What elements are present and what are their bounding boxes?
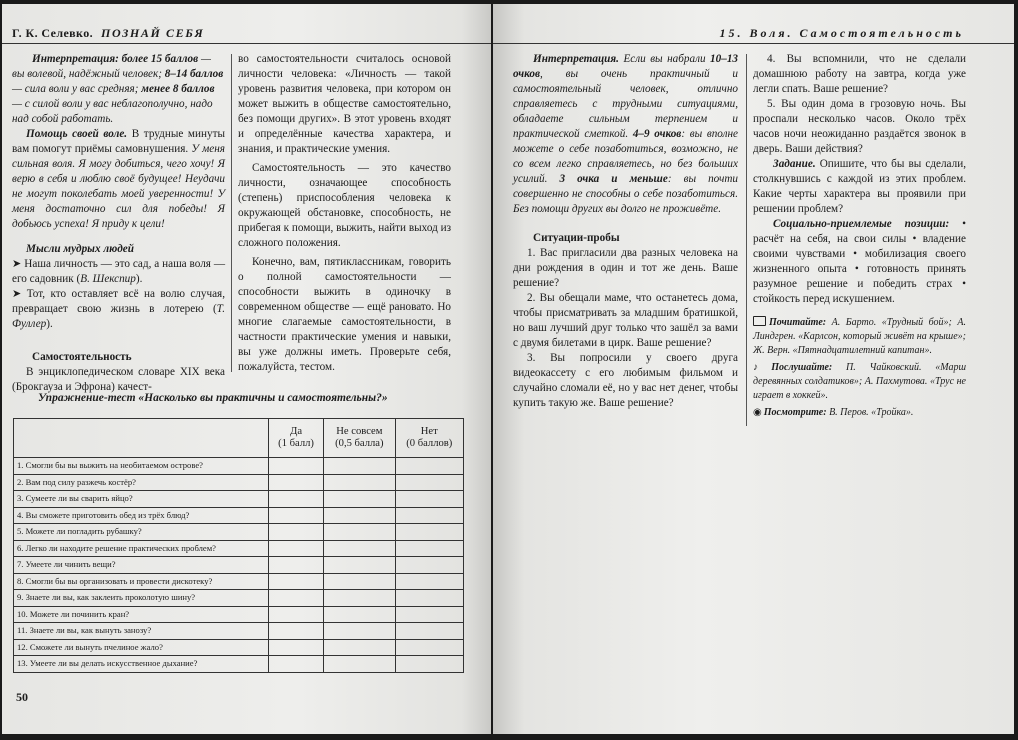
test-table [13, 418, 464, 673]
help-title: Помощь своей воле. [26, 128, 128, 140]
col2-paragraph-2: Самостоятельность — это качество личности, означающее способность (степень) приспособления человека к окружающей обстановке, способность, не прибегая к помощи, выжить, найти выход из сложного положения. [238, 162, 451, 249]
table-row [14, 458, 464, 475]
answer-partly-cell [324, 540, 395, 557]
help-quote: У меня сильная воля. Я могу добиться, чего хочу! Я верю в себя и люблю своё будущее! Неудачи не могут поколебать моей уверенности! У меня достаточно сил для победы! Я добьюсь успеха! Я приду к цели! [12, 143, 225, 230]
answer-yes-cell [269, 623, 324, 640]
answer-no-cell [395, 557, 463, 574]
col2-paragraph-1: во самостоятельности считалось основой личности человека: «Личность — такой уровень развития человека, при котором он может выжить в обществе самостоятельно, без помощи других». В этот уровень входят и определённые качества характера, и знания, и практические умения. [238, 53, 451, 155]
answer-yes-cell [269, 639, 324, 656]
table-row [14, 656, 464, 673]
answer-no-cell [395, 507, 463, 524]
social-title: Социально-приемлемые позиции: [773, 218, 950, 230]
table-row [14, 507, 464, 524]
answer-no-cell [395, 606, 463, 623]
right-interp-range-1: 10–13 очков [513, 53, 738, 80]
table-header-partly: Не совсем (0,5 балла) [324, 419, 395, 458]
answer-yes-cell [269, 507, 324, 524]
social-text: • расчёт на себя, на свои силы • владение своими чувствами • мобилизация своего жизненного опыта • готовность принять разумное решение и победить страх • стойкость перед искушением. [753, 218, 966, 305]
left-page [2, 4, 491, 734]
answer-yes-cell [269, 458, 324, 475]
answer-partly-cell [324, 656, 395, 673]
task-title: Задание. [773, 158, 816, 170]
answer-yes-cell [269, 524, 324, 541]
interp-text-3: — с силой воли у вас неблагополучно, надо над собой работать. [12, 98, 213, 125]
right-interp-text-3: : вы вполне можете о себе позаботиться, возможно, не со всем легко справляетесь, но без больших усилий. [513, 128, 738, 185]
table-row [14, 540, 464, 557]
table-row [14, 557, 464, 574]
answer-no-cell [395, 524, 463, 541]
wise-quote-1: ➤ Наша личность — это сад, а наша воля — его садовник (В. Шекспир). [12, 258, 226, 285]
answer-partly-cell [324, 507, 395, 524]
table-header-question [14, 419, 269, 458]
table-row [14, 639, 464, 656]
table-row [14, 606, 464, 623]
answer-no-cell [395, 639, 463, 656]
answer-partly-cell [324, 524, 395, 541]
independence-text: В энциклопедическом словаре XIX века (Брокгауза и Эфрона) качест- [12, 366, 225, 393]
right-interp-range-3: 3 очка и меньше [559, 173, 668, 185]
right-column-2 [753, 52, 966, 420]
wise-title: Мысли мудрых людей [26, 243, 134, 255]
answer-no-cell [395, 474, 463, 491]
header-chapter: 15. Воля. Самостоятельность [719, 26, 964, 40]
table-question-cell: 5. Можете ли погладить рубашку? [14, 524, 269, 541]
col2-paragraph-3: Конечно, вам, пятиклассникам, говорить о полной самостоятельности — способности выжить в одиночку в современном обществе — ещё рановато. Но многие слагаемые самостоятельности, в частности практические умения и навыки, вы уже должны иметь. Проверьте себя, пожалуйста, тестом. [238, 256, 451, 373]
table-row [14, 491, 464, 508]
running-head-right [493, 26, 1014, 44]
answer-partly-cell [324, 491, 395, 508]
header-series: ПОЗНАЙ СЕБЯ [101, 26, 205, 40]
answer-yes-cell [269, 606, 324, 623]
task-text: Опишите, что бы вы сделали, столкнувшись с каждой из этих проблем. Какие черты характера вы проявили при решении проблем? [753, 158, 966, 215]
eye-icon: ◉ [753, 407, 762, 418]
answer-yes-cell [269, 491, 324, 508]
table-question-cell: 3. Сумеете ли вы сварить яйцо? [14, 491, 269, 508]
answer-no-cell [395, 590, 463, 607]
situations-title: Ситуации-пробы [533, 232, 620, 244]
wise-quote-2: ➤ Тот, кто оставляет всё на волю случая, превращает свою жизнь в лотерею (Т. Фуллер). [12, 288, 226, 330]
page-number: 50 [16, 690, 28, 704]
table-row [14, 573, 464, 590]
header-author: Г. К. Селевко. [12, 26, 94, 40]
answer-partly-cell [324, 474, 395, 491]
column-divider-left [231, 54, 232, 372]
table-row [14, 590, 464, 607]
interp-range-2: 8–14 баллов [164, 68, 224, 80]
answer-no-cell [395, 458, 463, 475]
situation-3: 3. Вы попросили у своего друга видеокассету с его любимым фильмом и случайно сломали её, но у вас нет денег, чтобы купить такую же. Ваше решение? [513, 352, 738, 409]
running-head-left [2, 26, 491, 44]
answer-partly-cell [324, 557, 395, 574]
table-question-cell: 12. Сможете ли вынуть пчелиное жало? [14, 639, 269, 656]
test-table-body [14, 458, 464, 673]
answer-yes-cell [269, 573, 324, 590]
answer-no-cell [395, 573, 463, 590]
situation-2: 2. Вы обещали маме, что останетесь дома, чтобы присматривать за младшим братишкой, но ваш лучший друг только что зашёл за вами с двумя билетами в цирк. Ваше решение? [513, 292, 738, 349]
left-column-1 [12, 52, 225, 395]
exercise-title: Упражнение-тест «Насколько вы практичны и самостоятельны?» [38, 392, 388, 404]
answer-no-cell [395, 623, 463, 640]
answer-no-cell [395, 540, 463, 557]
music-note-icon: ♪ [753, 362, 770, 373]
answer-partly-cell [324, 590, 395, 607]
interp-text-2: — сила воли у вас средняя; [12, 83, 142, 95]
table-row [14, 524, 464, 541]
table-question-cell: 2. Вам под силу разжечь костёр? [14, 474, 269, 491]
table-question-cell: 4. Вы сможете приготовить обед из трёх блюд? [14, 507, 269, 524]
situation-5: 5. Вы один дома в грозовую ночь. Вы проспали несколько часов. Около трёх часов ночи неожиданно раздаётся звонок в дверь. Ваши действия? [753, 98, 966, 155]
table-question-cell: 7. Умеете ли чинить вещи? [14, 557, 269, 574]
column-divider-right [746, 54, 747, 426]
listen-recommendation: ♪ Послушайте: П. Чайковский. «Марш деревянных солдатиков»; А. Пахмутова. «Трус не играет в хоккей». [753, 362, 966, 401]
table-question-cell: 11. Знаете ли вы, как вынуть занозу? [14, 623, 269, 640]
answer-no-cell [395, 491, 463, 508]
answer-partly-cell [324, 623, 395, 640]
table-header-yes: Да (1 балл) [269, 419, 324, 458]
right-page [493, 4, 1014, 734]
answer-yes-cell [269, 474, 324, 491]
answer-partly-cell [324, 458, 395, 475]
left-column-2 [238, 52, 451, 375]
answer-yes-cell [269, 557, 324, 574]
answer-yes-cell [269, 540, 324, 557]
answer-partly-cell [324, 639, 395, 656]
interp-range-3: менее 8 баллов [141, 83, 215, 95]
answer-partly-cell [324, 606, 395, 623]
table-row [14, 474, 464, 491]
table-question-cell: 13. Умеете ли вы делать искусственное дыхание? [14, 656, 269, 673]
independence-title: Самостоятельность [32, 351, 132, 363]
right-interp-text-2: , вы очень практичный и самостоятельный человек, отлично справляетесь с трудными ситуациями, обладаете сильным терпением и практической сметкой. [513, 68, 738, 140]
situation-1: 1. Вас пригласили два разных человека на дни рождения в один и тот же день. Ваше решение? [513, 247, 738, 289]
answer-no-cell [395, 656, 463, 673]
read-recommendation: Почитайте: А. Барто. «Трудный бой»; А. Линдгрен. «Карлсон, который живёт на крыше»; Ж. Верн. «Пятнадцатилетний капитан». [753, 317, 966, 356]
table-header-no: Нет (0 баллов) [395, 419, 463, 458]
interp-title: Интерпретация: более 15 баллов [32, 53, 199, 65]
right-interp-text-1: Если вы набрали [618, 53, 711, 65]
help-text: В трудные минуты вам помогут приёмы самовнушения. [12, 128, 225, 155]
right-interp-text-4: : вы почти совершенно не способны о себе позаботиться. Без помощи других вы долго не проживёте. [513, 173, 738, 215]
right-interp-range-2: 4–9 очков [632, 128, 682, 140]
table-question-cell: 8. Смогли бы вы организовать и провести дискотеку? [14, 573, 269, 590]
table-question-cell: 9. Знаете ли вы, как заклеить проколотую шину? [14, 590, 269, 607]
right-column-1 [513, 52, 738, 411]
answer-yes-cell [269, 656, 324, 673]
table-row [14, 623, 464, 640]
book-icon [753, 316, 766, 326]
table-question-cell: 1. Смогли бы вы выжить на необитаемом острове? [14, 458, 269, 475]
table-question-cell: 10. Можете ли починить кран? [14, 606, 269, 623]
answer-yes-cell [269, 590, 324, 607]
situation-4: 4. Вы вспомнили, что не сделали домашнюю работу на завтра, когда уже легли спать. Ваше решение? [753, 53, 966, 95]
watch-recommendation: ◉ Посмотрите: В. Перов. «Тройка». [753, 407, 914, 418]
answer-partly-cell [324, 573, 395, 590]
right-interp-title: Интерпретация. [533, 53, 619, 65]
table-question-cell: 6. Легко ли находите решение практических проблем? [14, 540, 269, 557]
interp-text-1: — вы волевой, надёжный человек; [12, 53, 211, 80]
